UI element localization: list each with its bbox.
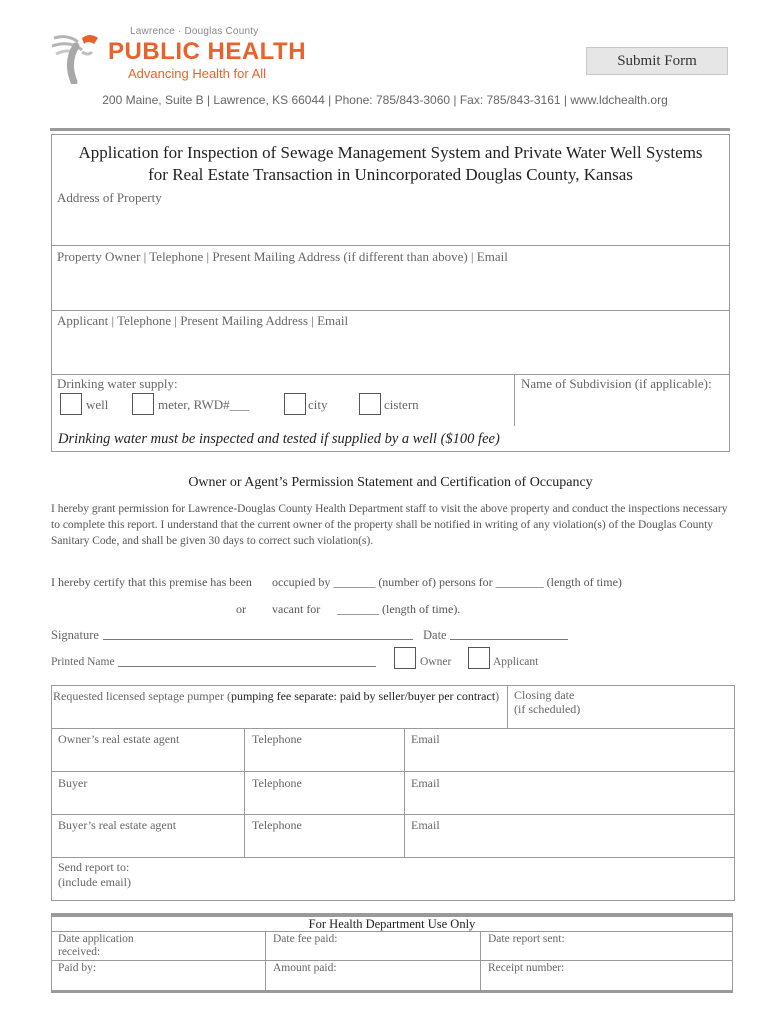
date-received-label: Date application <box>58 933 134 945</box>
row-divider <box>51 728 735 729</box>
column-divider <box>507 686 508 728</box>
subdivision-label: Name of Subdivision (if applicable): <box>521 376 712 391</box>
date-report-sent-label: Date report sent: <box>488 933 565 945</box>
paid-by-label: Paid by: <box>58 962 97 974</box>
date-received-hint: received: <box>58 946 101 958</box>
address-field[interactable] <box>52 206 729 244</box>
address-label: Address of Property <box>57 190 162 205</box>
form-title-line2: for Real Estate Transaction in Unincorporated Douglas County, Kansas <box>148 165 633 184</box>
water-supply-label: Drinking water supply: <box>57 376 178 391</box>
owner-field[interactable] <box>52 266 729 308</box>
column-divider <box>514 374 515 426</box>
row-divider <box>51 374 730 375</box>
buyer-agent-email-label: Email <box>411 818 440 832</box>
owner-agent-email-label: Email <box>411 732 440 746</box>
vacant-length: _______ (length of time). <box>337 602 461 616</box>
buyer-agent-label: Buyer’s real estate agent <box>58 818 177 832</box>
date-field[interactable] <box>450 628 568 640</box>
closing-date-label: Closing date <box>514 688 575 702</box>
owner-checkbox[interactable] <box>394 647 416 669</box>
applicant-label: Applicant | Telephone | Present Mailing Address | Email <box>57 313 349 328</box>
amount-paid-label: Amount paid: <box>273 962 337 974</box>
certify-text: I hereby certify that this premise has been <box>51 575 252 589</box>
vacant-text: vacant for <box>272 602 321 616</box>
meter-checkbox[interactable] <box>132 393 154 415</box>
pumper-label-suffix: ) <box>495 689 500 703</box>
owner-label: Property Owner | Telephone | Present Mailing Address (if different than above) | Email <box>57 249 508 264</box>
receipt-number-label: Receipt number: <box>488 962 565 974</box>
row-divider <box>51 245 730 246</box>
subdivision-field[interactable] <box>516 393 728 425</box>
buyer-label: Buyer <box>58 776 88 790</box>
water-test-note: Drinking water must be inspected and tested if supplied by a well ($100 fee) <box>58 431 500 447</box>
row-divider <box>51 857 735 858</box>
logo-icon <box>48 32 104 84</box>
form-title-line1: Application for Inspection of Sewage Management System and Private Water Well Systems <box>78 143 703 162</box>
logo-county: Lawrence · Douglas County <box>130 26 259 37</box>
office-use-title: For Health Department Use Only <box>308 917 476 931</box>
logo-org-name: PUBLIC HEALTH <box>108 38 307 65</box>
date-fee-paid-label: Date fee paid: <box>273 933 338 945</box>
date-label: Date <box>423 628 447 642</box>
column-divider <box>404 728 405 857</box>
logo-tagline: Advancing Health for All <box>128 66 267 81</box>
row-divider <box>51 310 730 311</box>
applicant-checkbox[interactable] <box>468 647 490 669</box>
well-label: well <box>86 397 109 412</box>
owner-option-label: Owner <box>420 656 452 668</box>
buyer-agent-phone-label: Telephone <box>252 818 302 832</box>
pumper-label <box>53 689 499 704</box>
city-checkbox[interactable] <box>284 393 306 415</box>
permission-title: Owner or Agent’s Permission Statement and Certification of Occupancy <box>188 475 593 490</box>
column-divider <box>480 931 481 991</box>
owner-agent-phone-label: Telephone <box>252 732 302 746</box>
applicant-option-label: Applicant <box>493 656 539 668</box>
buyer-email-label: Email <box>411 776 440 790</box>
or-text: or <box>236 602 246 616</box>
submit-form-button[interactable]: Submit Form <box>586 47 728 75</box>
row-divider <box>51 960 733 961</box>
contact-info: 200 Maine, Suite B | Lawrence, KS 66044 | Phone: 785/843-3060 | Fax: 785/843-3161 | www.ldchealth.org <box>102 93 668 107</box>
printed-name-label: Printed Name <box>51 656 115 668</box>
send-report-label: Send report to: <box>58 860 130 874</box>
send-report-hint: (include email) <box>58 875 131 889</box>
office-bottom-rule <box>51 990 733 993</box>
cistern-label: cistern <box>384 397 419 412</box>
signature-field[interactable] <box>103 628 413 640</box>
row-divider <box>51 931 733 932</box>
column-divider <box>244 728 245 857</box>
column-divider <box>265 931 266 991</box>
printed-name-field[interactable] <box>118 655 376 667</box>
well-checkbox[interactable] <box>60 393 82 415</box>
buyer-phone-label: Telephone <box>252 776 302 790</box>
permission-paragraph: I hereby grant permission for Lawrence-Douglas County Health Department staff to visit the above property and conduct the inspections necessary to complete this report. I understand that the current owner of the property shall be notified in writing of any violation(s) of the Douglas County Sanitary Code, and shall be given 30 days to correct such violation(s). <box>51 503 728 547</box>
row-divider <box>51 771 735 772</box>
owner-agent-label: Owner’s real estate agent <box>58 732 180 746</box>
closing-date-hint: (if scheduled) <box>514 702 581 716</box>
pumper-fee-note: pumping fee separate: paid by seller/buyer per contract <box>230 689 496 703</box>
row-divider <box>51 814 735 815</box>
header-divider <box>50 128 730 131</box>
logo <box>48 26 308 86</box>
occupied-text: occupied by _______ (number of) persons for ________ (length of time) <box>272 575 622 589</box>
applicant-field[interactable] <box>52 330 729 372</box>
signature-label: Signature <box>51 628 99 642</box>
city-label: city <box>308 397 328 412</box>
contacts-box <box>51 685 735 901</box>
pumper-label-prefix: Requested licensed septage pumper ( <box>53 689 231 703</box>
meter-label: meter, RWD#___ <box>158 397 250 412</box>
cistern-checkbox[interactable] <box>359 393 381 415</box>
